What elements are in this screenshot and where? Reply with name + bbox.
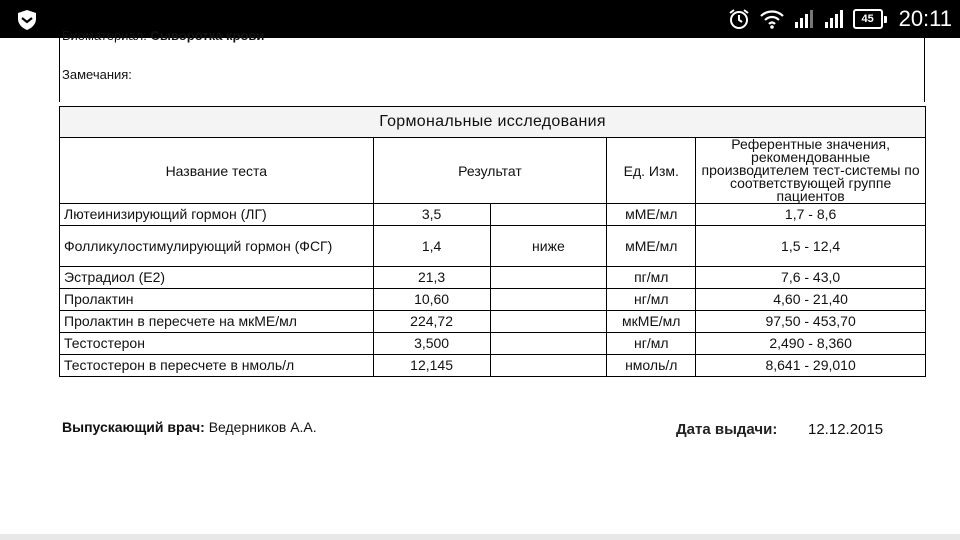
column-header-result: Результат [373, 138, 607, 204]
result-unit: мМЕ/мл [607, 226, 696, 267]
result-flag: ниже [490, 226, 607, 267]
result-value: 21,3 [373, 267, 490, 289]
test-name: Тестостерон [60, 333, 374, 355]
result-flag [490, 311, 607, 333]
alarm-icon [727, 7, 751, 31]
biomaterial-label: Биоматериал: [62, 28, 147, 43]
column-header-row [60, 138, 926, 204]
test-name: Пролактин в пересчете на мкМЕ/мл [60, 311, 374, 333]
result-value: 3,5 [373, 204, 490, 226]
status-icons [727, 0, 960, 38]
issue-date: 12.12.2015 [808, 421, 884, 438]
reference-range: 1,5 - 12,4 [696, 226, 926, 267]
result-value: 1,4 [373, 226, 490, 267]
reference-range: 4,60 - 21,40 [696, 289, 926, 311]
table-row [60, 311, 926, 333]
result-value: 3,500 [373, 333, 490, 355]
result-flag [490, 204, 607, 226]
table-row [60, 289, 926, 311]
result-unit: нмоль/л [607, 355, 696, 377]
results-table [59, 106, 926, 377]
section-header-row [60, 107, 926, 138]
result-flag [490, 333, 607, 355]
table-row [60, 333, 926, 355]
result-unit: пг/мл [607, 267, 696, 289]
column-header-unit: Ед. Изм. [607, 138, 696, 204]
column-header-test: Название теста [60, 138, 374, 204]
signal-icon [793, 8, 815, 30]
result-unit: мМЕ/мл [607, 204, 696, 226]
wifi-icon [759, 8, 785, 30]
table-row [60, 267, 926, 289]
reference-range: 8,641 - 29,010 [696, 355, 926, 377]
test-name: Эстрадиол (Е2) [60, 267, 374, 289]
table-row [60, 355, 926, 377]
lab-report-document [0, 28, 960, 540]
result-flag [490, 289, 607, 311]
shield-icon [16, 9, 38, 31]
result-value: 10,60 [373, 289, 490, 311]
remarks-box [59, 36, 925, 102]
doctor-label: Выпускающий врач: [62, 419, 205, 435]
test-name: Пролактин [60, 289, 374, 311]
table-row [60, 204, 926, 226]
test-name: Лютеинизирующий гормон (ЛГ) [60, 204, 374, 226]
remarks-label: Замечания: [62, 67, 132, 82]
battery-icon [853, 9, 887, 29]
doctor-name: Ведерников А.А. [208, 419, 317, 435]
signal-icon [823, 8, 845, 30]
result-value: 224,72 [373, 311, 490, 333]
table-row [60, 226, 926, 267]
biomaterial-value: Сыворотка крови [150, 28, 265, 43]
battery-level: 45 [853, 9, 883, 29]
result-unit: нг/мл [607, 289, 696, 311]
clock: 20:11 [898, 6, 952, 31]
result-unit: мкМЕ/мл [607, 311, 696, 333]
result-flag [490, 355, 607, 377]
result-unit: нг/мл [607, 333, 696, 355]
result-flag [490, 267, 607, 289]
bottom-edge [0, 534, 960, 540]
result-value: 12,145 [373, 355, 490, 377]
column-header-reference: Референтные значения, рекомендованные производителем тест-системы по соответствующей группе пациентов [696, 138, 926, 204]
reference-range: 97,50 - 453,70 [696, 311, 926, 333]
test-name: Тестостерон в пересчете в нмоль/л [60, 355, 374, 377]
reference-range: 2,490 - 8,360 [696, 333, 926, 355]
test-name: Фолликулостимулирующий гормон (ФСГ) [60, 226, 374, 267]
reference-range: 1,7 - 8,6 [696, 204, 926, 226]
section-title: Гормональные исследования [60, 107, 926, 138]
reference-range: 7,6 - 43,0 [696, 267, 926, 289]
issue-date-label: Дата выдачи: [676, 421, 778, 438]
issuing-doctor [62, 419, 317, 435]
